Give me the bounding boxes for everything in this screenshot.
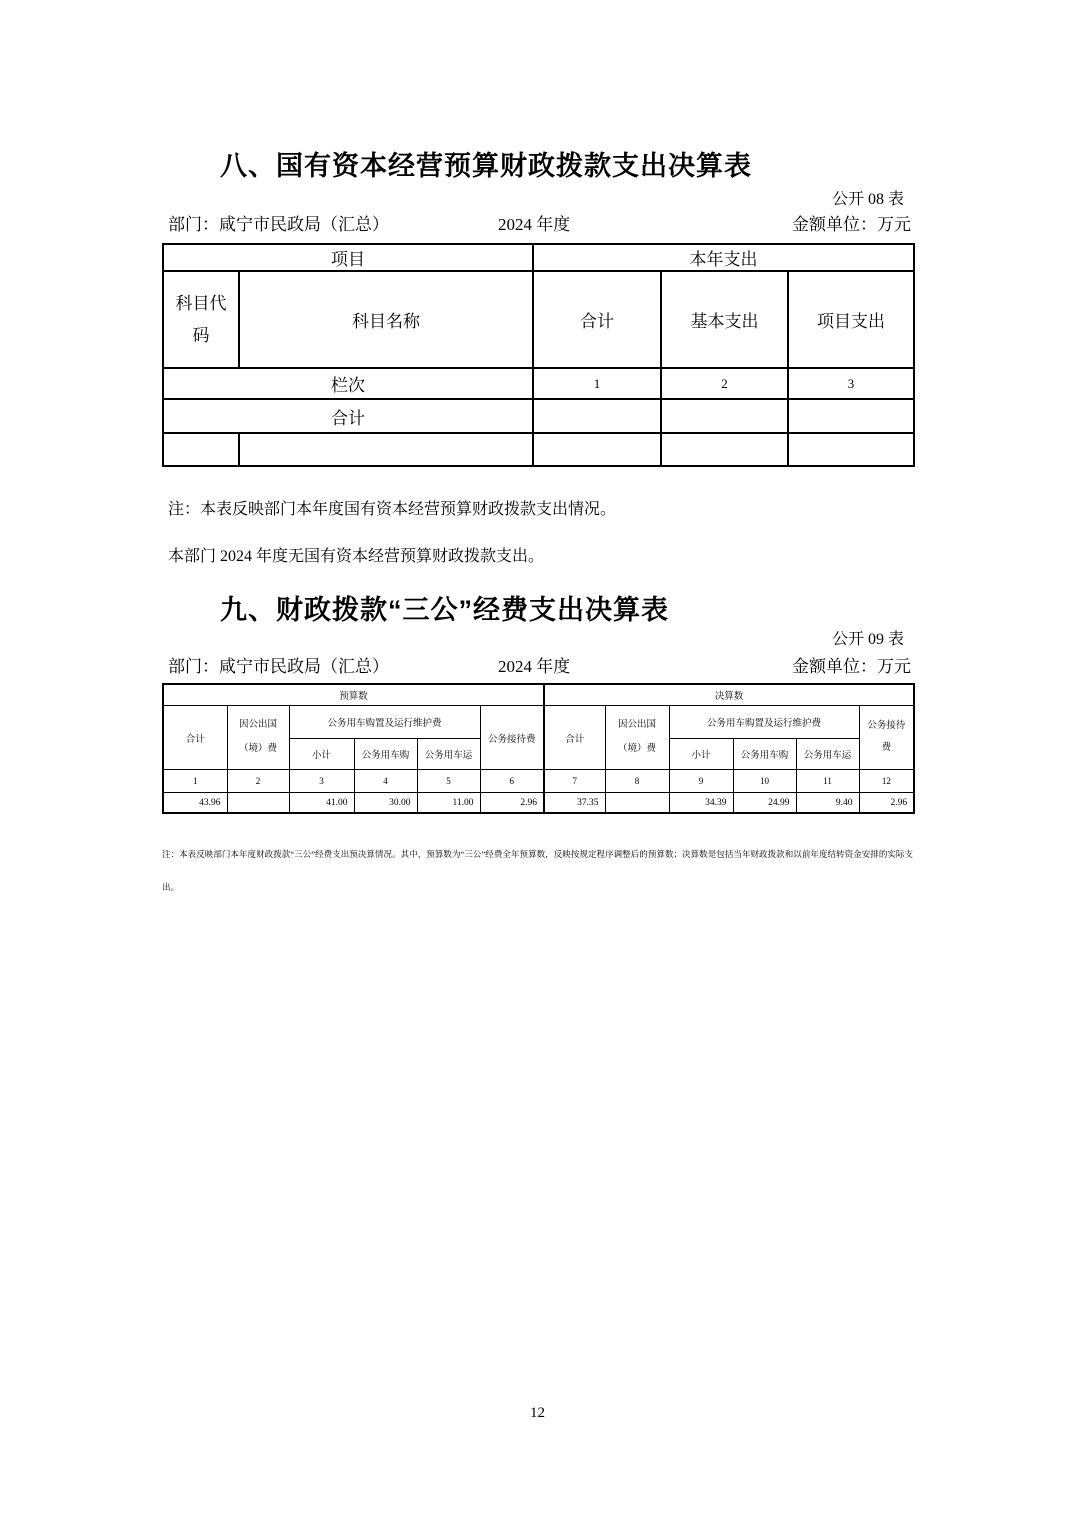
final-subtotal-header: 小计 <box>669 739 733 770</box>
table-8-state-capital-expenditure <box>162 243 915 467</box>
table-9-three-public-expenses <box>162 683 915 814</box>
column-number: 2 <box>227 770 289 793</box>
header-cell-subject-code: 科目代码 <box>163 271 239 368</box>
header-cell-current-year: 本年支出 <box>533 244 914 271</box>
value-cell: 2.96 <box>859 793 914 814</box>
table-row <box>163 244 914 271</box>
final-vehicle-header: 公务用车购置及运行维护费 <box>669 706 859 739</box>
budget-total-header: 合计 <box>163 706 227 770</box>
section9-title: 九、财政拨款“三公”经费支出决算表 <box>220 595 669 625</box>
table-row <box>163 368 914 399</box>
column-number: 6 <box>480 770 544 793</box>
value-cell: 24.99 <box>733 793 796 814</box>
unit-label: 金额单位：万元 <box>792 657 911 676</box>
empty-cell <box>661 399 788 433</box>
value-cell: 34.39 <box>669 793 733 814</box>
column-number: 9 <box>669 770 733 793</box>
final-operation-header: 公务用车运 <box>796 739 859 770</box>
column-number: 3 <box>289 770 354 793</box>
final-reception-header: 公务接待费 <box>859 706 914 770</box>
table-row <box>163 684 914 706</box>
final-total-header: 合计 <box>544 706 605 770</box>
value-cell <box>605 793 669 814</box>
table-row <box>163 433 914 466</box>
value-cell: 43.96 <box>163 793 227 814</box>
final-purchase-header: 公务用车购 <box>733 739 796 770</box>
section9-note: 注：本表反映部门本年度财政拨款“三公”经费支出预决算情况。其中，预算数为“三公”经费全年预算数，反映按规定程序调整后的预算数；决算数是包括当年财政拨款和以前年度结转资金安排的实际支出。 <box>162 849 913 892</box>
value-cell: 2.96 <box>480 793 544 814</box>
column-number: 2 <box>661 368 788 399</box>
empty-cell <box>533 399 661 433</box>
header-cell-total: 合计 <box>533 271 661 368</box>
header-cell-basic: 基本支出 <box>661 271 788 368</box>
column-number: 12 <box>859 770 914 793</box>
budget-vehicle-header: 公务用车购置及运行维护费 <box>289 706 480 739</box>
column-index-label: 栏次 <box>163 368 533 399</box>
final-section-header: 决算数 <box>544 684 914 706</box>
empty-cell <box>163 433 239 466</box>
empty-cell <box>661 433 788 466</box>
section8-table-label: 公开 08 表 <box>831 191 904 208</box>
empty-cell <box>788 433 914 466</box>
budget-reception-header: 公务接待费 <box>480 706 544 770</box>
header-cell-project-exp: 项目支出 <box>788 271 914 368</box>
table-row <box>163 793 914 814</box>
header-cell-project: 项目 <box>163 244 533 271</box>
value-cell: 11.00 <box>417 793 480 814</box>
budget-purchase-header: 公务用车购 <box>354 739 417 770</box>
budget-subtotal-header: 小计 <box>289 739 354 770</box>
section8-note-1: 注：本表反映部门本年度国有资本经营预算财政拨款支出情况。 <box>168 501 617 518</box>
value-cell: 30.00 <box>354 793 417 814</box>
table-row <box>163 706 914 739</box>
section8-note-2: 本部门 2024 年度无国有资本经营预算财政拨款支出。 <box>168 548 545 565</box>
column-number: 8 <box>605 770 669 793</box>
column-number: 1 <box>163 770 227 793</box>
section9-meta-row <box>162 652 913 674</box>
column-number: 5 <box>417 770 480 793</box>
budget-operation-header: 公务用车运 <box>417 739 480 770</box>
unit-label: 金额单位：万元 <box>792 215 911 234</box>
department-label: 部门：咸宁市民政局（汇总） <box>168 215 389 234</box>
budget-section-header: 预算数 <box>163 684 544 706</box>
column-number: 4 <box>354 770 417 793</box>
section8-meta-row <box>162 210 913 232</box>
column-number: 11 <box>796 770 859 793</box>
column-number: 1 <box>533 368 661 399</box>
total-row-label: 合计 <box>163 399 533 433</box>
table-row <box>163 399 914 433</box>
column-number: 7 <box>544 770 605 793</box>
value-cell <box>227 793 289 814</box>
section9-table-label: 公开 09 表 <box>831 631 904 648</box>
empty-cell <box>239 433 533 466</box>
budget-abroad-header: 因公出国（境）费 <box>227 706 289 770</box>
empty-cell <box>788 399 914 433</box>
empty-cell <box>533 433 661 466</box>
column-number: 3 <box>788 368 914 399</box>
table-row <box>163 770 914 793</box>
value-cell: 37.35 <box>544 793 605 814</box>
final-abroad-header: 因公出国（境）费 <box>605 706 669 770</box>
year-label: 2024 年度 <box>498 215 571 234</box>
department-label: 部门：咸宁市民政局（汇总） <box>168 657 389 676</box>
table-row <box>163 271 914 368</box>
value-cell: 9.40 <box>796 793 859 814</box>
header-cell-subject-name: 科目名称 <box>239 271 533 368</box>
column-number: 10 <box>733 770 796 793</box>
section8-title: 八、国有资本经营预算财政拨款支出决算表 <box>220 151 752 181</box>
value-cell: 41.00 <box>289 793 354 814</box>
page-number: 12 <box>530 1405 545 1421</box>
year-label: 2024 年度 <box>498 657 571 676</box>
